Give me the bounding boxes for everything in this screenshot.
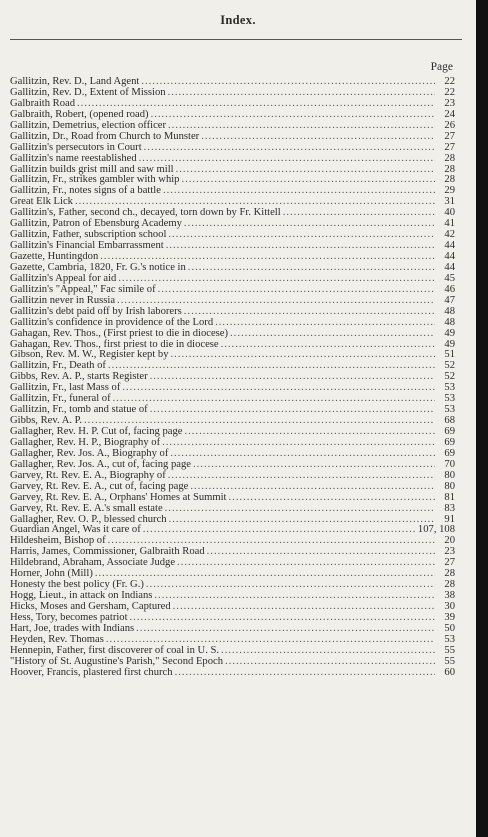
entry-text: Gahagan, Rev. Thos., (First priest to die in diocese) (10, 327, 229, 339)
entry-text: Galbraith Road (10, 97, 76, 109)
entry-page-number: 28 (444, 174, 455, 186)
entry-page-number: 60 (444, 666, 455, 678)
entry-text: Gibson, Rev. M. W., Register kept by (10, 349, 169, 361)
entry-page-number: 26 (444, 119, 455, 131)
leader-dots (141, 77, 435, 88)
entry-page-number: 53 (444, 382, 455, 394)
entry-page-number: 27 (444, 130, 455, 142)
index-entry (10, 307, 455, 318)
leader-dots (225, 657, 435, 668)
entry-page-number: 52 (444, 360, 455, 372)
index-entry (10, 88, 455, 99)
entry-text: Great Elk Lick (10, 196, 73, 208)
entry-text: Gallagher, Rev. Jos. A., Biography of (10, 447, 169, 459)
leader-dots (122, 383, 435, 394)
entry-page-number: 29 (444, 185, 455, 197)
entry-page-number: 81 (444, 491, 455, 503)
entry-page-number: 55 (444, 644, 455, 656)
leader-dots (207, 547, 435, 558)
leader-dots (168, 471, 435, 482)
entry-page-number: 53 (444, 393, 455, 405)
entry-page-number: 55 (444, 655, 455, 667)
entry-text: Gallitzin, Dr., Road from Church to Munster (10, 130, 200, 142)
entry-page-number: 49 (444, 338, 455, 350)
entry-page-number: 41 (444, 218, 455, 230)
leader-dots (151, 110, 435, 121)
entry-page-number: 44 (444, 240, 455, 252)
leader-dots (146, 580, 435, 591)
leader-dots (118, 274, 435, 285)
entry-page-number: 28 (444, 568, 455, 580)
index-entry (10, 493, 455, 504)
leader-dots (113, 394, 435, 405)
entry-page-number: 50 (444, 622, 455, 634)
leader-dots (283, 208, 435, 219)
index-entry (10, 504, 455, 515)
entry-text: Gazette, Cambria, 1820, Fr. G.'s notice in (10, 261, 186, 273)
entry-text: Garvey, Rt. Rev. E. A., Biography of (10, 469, 166, 481)
entry-page-number: 22 (444, 86, 455, 98)
entry-page-number: 24 (444, 108, 455, 120)
entry-text: Hogg, Lieut., in attack on Indians (10, 590, 153, 602)
leader-dots (175, 668, 435, 679)
leader-dots (184, 307, 435, 318)
leader-dots (143, 525, 416, 536)
entry-text: Harris, James, Commissioner, Galbraith Road (10, 546, 205, 558)
entry-text: Gibbs, Rev. A. P. (10, 415, 83, 427)
entry-text: Honesty the best policy (Fr. G.) (10, 579, 144, 591)
index-entry (10, 657, 455, 668)
index-entry (10, 186, 455, 197)
leader-dots (163, 186, 435, 197)
leader-dots (190, 482, 435, 493)
entry-page-number: 44 (444, 261, 455, 273)
entry-text: Gallitzin's debt paid off by Irish laborers (10, 305, 182, 317)
page-column-label: Page (430, 61, 453, 73)
entry-text: Hennepin, Father, first discoverer of coal in U. S. (10, 644, 220, 656)
entry-text: Gallitzin's "Appeal," Fac simile of (10, 283, 156, 295)
entry-text: Gallitzin, Fr., Death of (10, 360, 106, 372)
leader-dots (193, 460, 435, 471)
leader-dots (166, 241, 435, 252)
entry-page-number: 23 (444, 546, 455, 558)
leader-dots (184, 427, 435, 438)
entry-text: Guardian Angel, Was it care of (10, 524, 141, 536)
entry-page-number: 52 (444, 371, 455, 383)
entry-page-number: 107, 108 (417, 524, 455, 536)
leader-dots (108, 361, 435, 372)
entry-text: Hess, Tory, becomes patriot (10, 611, 128, 623)
entry-page-number: 51 (444, 349, 455, 361)
entry-page-number: 46 (444, 283, 455, 295)
leader-dots (95, 569, 435, 580)
leader-dots (144, 143, 435, 154)
entry-page-number: 45 (444, 272, 455, 284)
entry-text: Gallitzin, Fr., notes signs of a battle (10, 185, 161, 197)
entry-page-number: 68 (444, 415, 455, 427)
entry-text: Gallitzin, Patron of Ebensburg Academy (10, 218, 182, 230)
entry-page-number: 47 (444, 294, 455, 306)
entry-text: Heyden, Rev. Thomas (10, 633, 104, 645)
entry-page-number: 28 (444, 152, 455, 164)
entry-text: Gallitzin never in Russia (10, 294, 116, 306)
entry-text: Gahagan, Rev. Thos., first priest to die in diocese (10, 338, 219, 350)
entry-text: Gallitzin, Fr., tomb and statue of (10, 404, 148, 416)
entry-page-number: 38 (444, 590, 455, 602)
entry-text: Gallitzin, Fr., strikes gambler with whip (10, 174, 180, 186)
leader-dots (221, 646, 435, 657)
entry-page-number: 27 (444, 557, 455, 569)
leader-dots (170, 449, 435, 460)
entry-text: Gallitzin, Fr., last Mass of (10, 382, 121, 394)
entry-text: Galbraith, Robert, (opened road) (10, 108, 149, 120)
entry-text: Gallagher, Rev. H. P., Biography of (10, 436, 161, 448)
entry-text: Gallagher, Rev. O. P., blessed church (10, 513, 167, 525)
entry-text: Gallitzin's confidence in providence of the Lord (10, 316, 214, 328)
entry-text: Gallitzin builds grist mill and saw mill (10, 163, 174, 175)
leader-dots (173, 602, 435, 613)
leader-dots (136, 624, 435, 635)
entry-text: Gibbs, Rev. A. P., starts Register (10, 371, 148, 383)
entry-text: Gallitzin, Rev. D., Land Agent (10, 76, 140, 87)
entry-page-number: 31 (444, 196, 455, 208)
leader-dots (150, 405, 435, 416)
entry-page-number: 23 (444, 97, 455, 109)
entry-text: Gallagher, Rev. H. P. Cut of, facing page (10, 426, 183, 437)
entry-page-number: 27 (444, 141, 455, 153)
entry-text: Gallitzin, Fr., funeral of (10, 393, 111, 405)
entry-text: Gallitzin, Rev. D., Extent of Mission (10, 86, 166, 98)
entry-text: Hildesheim, Bishop of (10, 535, 106, 547)
entry-page-number: 44 (444, 251, 455, 262)
entry-page-number: 30 (444, 601, 455, 612)
index-entries (10, 77, 455, 679)
entry-page-number: 69 (444, 436, 455, 448)
leader-dots (165, 504, 435, 515)
index-entry (10, 318, 455, 329)
entry-text: Gallitzin's name reestablished (10, 152, 137, 164)
entry-text: Horner, John (Mill) (10, 568, 93, 580)
entry-page-number: 91 (444, 513, 455, 525)
leader-dots (215, 318, 435, 329)
leader-dots (176, 165, 435, 176)
leader-dots (229, 493, 435, 504)
entry-page-number: 53 (444, 404, 455, 416)
entry-page-number: 42 (444, 229, 455, 241)
leader-dots (230, 329, 435, 340)
leader-dots (177, 558, 435, 569)
header-rule (10, 39, 462, 40)
entry-text: Garvey, Rt. Rev. E. A.'s small estate (10, 502, 163, 514)
entry-text: Garvey, Rt. Rev. E. A., cut of, facing page (10, 480, 189, 492)
entry-page-number: 53 (444, 633, 455, 645)
leader-dots (168, 230, 435, 241)
entry-text: Garvey, Rt. Rev. E. A., Orphans' Homes at Summit (10, 491, 227, 503)
leader-dots (168, 121, 435, 132)
entry-page-number: 48 (444, 305, 455, 317)
entry-text: Hildebrand, Abraham, Associate Judge (10, 557, 176, 569)
leader-dots (139, 154, 435, 165)
entry-text: Gallitzin, Father, subscription school (10, 229, 167, 241)
entry-page-number: 69 (444, 447, 455, 459)
leader-dots (184, 219, 435, 230)
entry-page-number: 28 (444, 163, 455, 175)
entry-text: Gallagher, Rev. Jos. A., cut of, facing page (10, 458, 191, 470)
entry-text: Gazette, Huntingdon (10, 251, 99, 262)
leader-dots (169, 515, 435, 526)
entry-text: Gallitzin's, Father, second ch., decayed, torn down by Fr. Kittell (10, 207, 281, 219)
entry-page-number: 22 (444, 76, 455, 87)
leader-dots (150, 372, 435, 383)
entry-page-number: 70 (444, 458, 455, 470)
entry-page-number: 28 (444, 579, 455, 591)
entry-page-number: 49 (444, 327, 455, 339)
page-title: Index. (220, 13, 256, 27)
page-edge (476, 0, 488, 837)
entry-text: Gallitzin's persecutors in Court (10, 141, 142, 153)
entry-page-number: 20 (444, 535, 455, 547)
entry-text: Gallitzin's Financial Embarrassment (10, 240, 164, 252)
entry-page-number: 48 (444, 316, 455, 328)
entry-page-number: 80 (444, 480, 455, 492)
index-entry (10, 482, 455, 493)
entry-page-number: 69 (444, 426, 455, 437)
entry-page-number: 40 (444, 207, 455, 219)
entry-text: Hicks, Moses and Gersham, Captured (10, 601, 171, 612)
leader-dots (130, 613, 435, 624)
index-entry (10, 668, 455, 679)
leader-dots (154, 591, 435, 602)
entry-text: Hart, Joe, trades with Indians (10, 622, 135, 634)
index-entry (10, 143, 455, 154)
entry-text: Gallitzin's Appeal for aid (10, 272, 117, 284)
leader-dots (171, 350, 435, 361)
leader-dots (188, 263, 435, 274)
leader-dots (181, 175, 435, 186)
index-entry (10, 132, 455, 143)
entry-page-number: 80 (444, 469, 455, 481)
entry-text: Gallitzin, Demetrius, election officer (10, 119, 167, 131)
leader-dots (201, 132, 435, 143)
entry-page-number: 83 (444, 502, 455, 514)
index-entry (10, 329, 455, 340)
entry-page-number: 39 (444, 611, 455, 623)
leader-dots (221, 340, 435, 351)
entry-text: "History of St. Augustine's Parish," Second Epoch (10, 655, 224, 667)
leader-dots (158, 285, 435, 296)
leader-dots (168, 88, 435, 99)
entry-text: Hoover, Francis, plastered first church (10, 666, 173, 678)
leader-dots (162, 438, 435, 449)
index-entry (10, 154, 455, 165)
